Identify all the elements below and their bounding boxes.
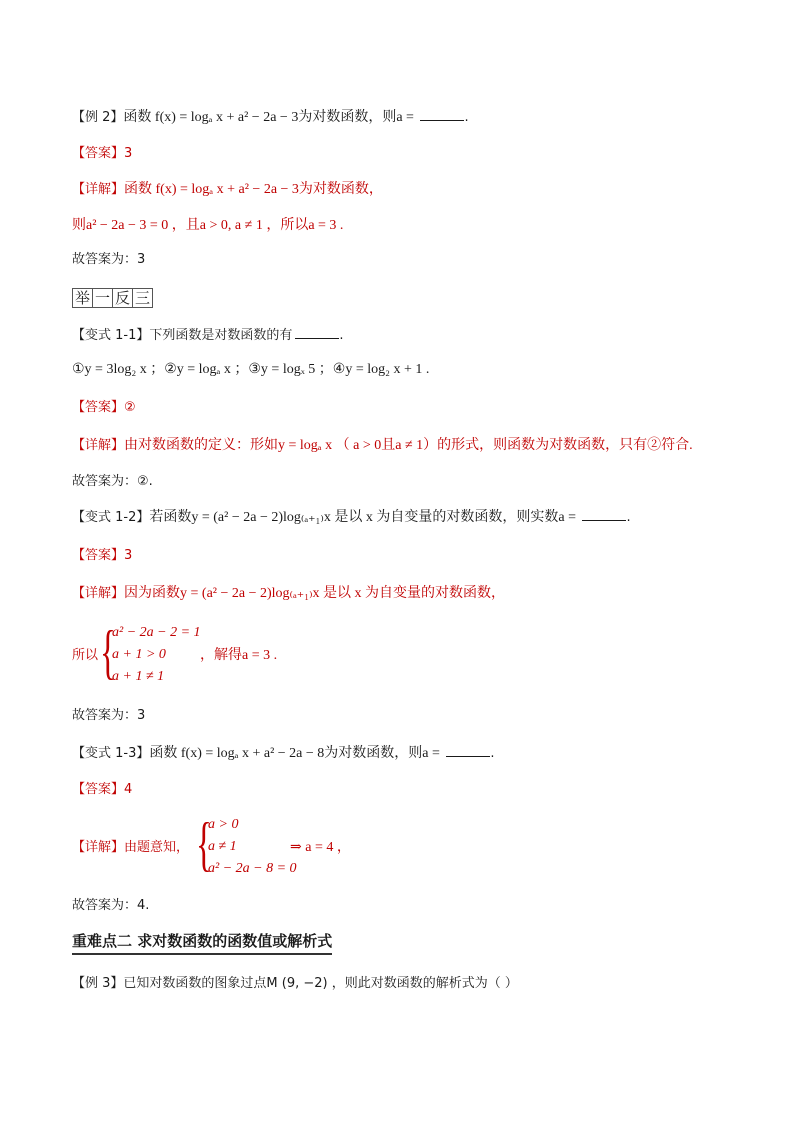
answer-label: 【答案】	[72, 548, 125, 563]
variant11-label: 【变式 1-1】	[72, 328, 150, 343]
example2-question	[72, 108, 469, 128]
answer-blank	[446, 744, 490, 757]
variant13-label: 【变式 1-3】	[72, 746, 150, 761]
box-char: 三	[132, 288, 153, 308]
variant13-text: 函数 f(x) = logₐ x + a² − 2a − 8为对数函数，则a =	[149, 746, 444, 761]
box-char: 举	[72, 288, 93, 308]
system-row: a² − 2a − 8 = 0	[208, 861, 297, 876]
detail-text: 因为函数y = (a² − 2a − 2)log₍ₐ₊₁₎x 是以 x 为自变量的对数函数，	[124, 586, 506, 601]
example2-detail	[72, 180, 383, 200]
answer-value: 3	[124, 146, 133, 161]
example2-text: 函数 f(x) = logₐ x + a² − 2a − 3为对数函数，则a =	[123, 110, 418, 125]
system-row: a² − 2a − 2 = 1	[112, 625, 201, 640]
variant12-label: 【变式 1-2】	[72, 510, 150, 525]
variant12-end: .	[626, 510, 631, 525]
example3-label: 【例 3】	[72, 976, 124, 991]
variant11-end: .	[339, 328, 344, 343]
system-row: a > 0	[208, 817, 239, 832]
example2-answer	[72, 144, 132, 164]
variant11-final: 故答案为：②.	[72, 474, 153, 489]
variant13-question	[72, 744, 495, 764]
detail-label: 【详解】	[72, 840, 125, 855]
example3-text: 已知对数函数的图象过点M (9, −2) ，则此对数函数的解析式为（ ）	[123, 976, 518, 991]
system-row: a ≠ 1	[208, 839, 237, 854]
variant11-options: ①y = 3log₂ x ；②y = logₐ x ；③y = logₓ 5 ；④y = log₂ x + 1 .	[72, 362, 430, 377]
detail-label: 【详解】	[72, 586, 125, 601]
example2-end: .	[464, 110, 469, 125]
box-char: 反	[112, 288, 133, 308]
answer-blank	[420, 108, 464, 121]
variant11-detail	[72, 436, 693, 456]
section-title: 重难点二 求对数函数的函数值或解析式	[72, 930, 332, 955]
variant13-final: 故答案为：4.	[72, 898, 150, 913]
system-row: a + 1 ≠ 1	[112, 669, 165, 684]
practice-box-label	[72, 288, 152, 308]
variant12-detail	[72, 584, 505, 604]
variant11-question	[72, 326, 344, 346]
detail-label: 【详解】	[72, 182, 125, 197]
detail-label: 【详解】	[72, 438, 125, 453]
detail-text: 由题意知，	[124, 840, 190, 855]
example2-final: 故答案为：3	[72, 252, 146, 267]
variant13-detail	[72, 838, 189, 858]
variant12-text: 若函数y = (a² − 2a − 2)log₍ₐ₊₁₎x 是以 x 为自变量的对数函数，则实数a =	[149, 510, 580, 525]
brace-symbol: {	[196, 811, 212, 877]
variant12-question	[72, 508, 631, 528]
variant12-solve: ，解得a = 3 .	[200, 648, 278, 663]
answer-label: 【答案】	[72, 782, 125, 797]
variant13-answer	[72, 780, 132, 800]
variant12-final: 故答案为：3	[72, 708, 146, 723]
example3-question	[72, 974, 518, 994]
answer-label: 【答案】	[72, 146, 125, 161]
variant12-answer	[72, 546, 132, 566]
answer-value: ②	[124, 400, 136, 415]
variant13-end: .	[490, 746, 495, 761]
answer-value: 3	[124, 548, 133, 563]
variant12-so: 所以	[72, 648, 99, 663]
detail-text: 由对数函数的定义：形如y = logₐ x （ a > 0且a ≠ 1）的形式，则函数为对数函数，只有②符合.	[124, 438, 693, 453]
variant13-result: ⇒ a = 4 ，	[290, 840, 351, 855]
answer-value: 4	[124, 782, 133, 797]
variant11-answer	[72, 398, 136, 418]
example2-detail-line2: 则a² − 2a − 3 = 0 ，且a > 0, a ≠ 1 ，所以a = 3 .	[72, 218, 344, 233]
system-row: a + 1 > 0	[112, 647, 166, 662]
detail-text: 函数 f(x) = logₐ x + a² − 2a − 3为对数函数，	[124, 182, 383, 197]
answer-label: 【答案】	[72, 400, 125, 415]
answer-blank	[295, 326, 339, 339]
variant11-text: 下列函数是对数函数的有	[149, 328, 293, 343]
box-char: 一	[92, 288, 113, 308]
example2-label: 【例 2】	[72, 110, 124, 125]
brace-symbol: {	[100, 619, 116, 685]
answer-blank	[582, 508, 626, 521]
